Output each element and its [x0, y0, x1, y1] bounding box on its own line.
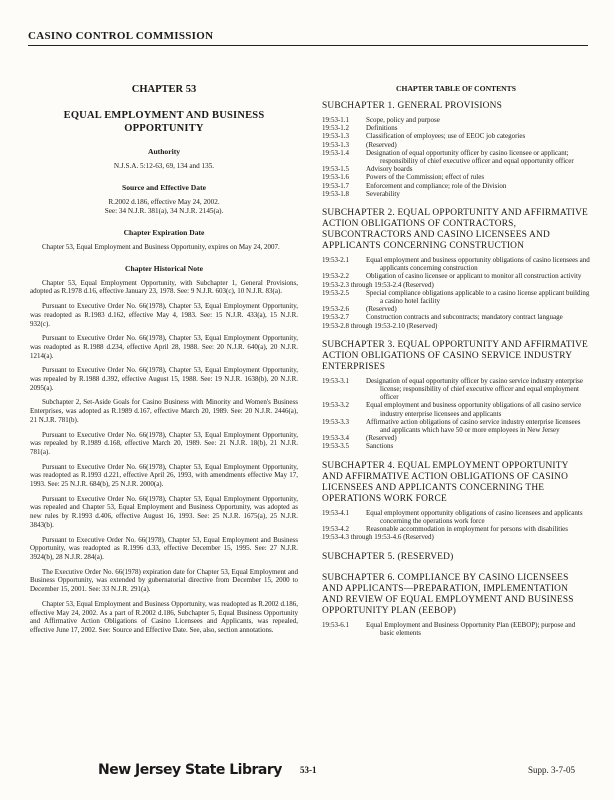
toc-entry — [322, 149, 590, 165]
history-paragraph: Chapter 53, Equal Employment Opportunity, with Subchapter 1, General Provisions, adopted as R.1978 d.16, effective January 23, 1978. See: 9 N.J.R. 603(c), 10 N.J.R. 83(a). — [30, 278, 298, 296]
chapter-title — [30, 109, 298, 135]
section-number: 19:53-1.1 — [322, 116, 350, 124]
section-title: 19:53-2.8 through 19:53-2.10 (Reserved) — [322, 321, 438, 330]
subchapter-entries — [322, 377, 590, 451]
section-title: Sanctions — [366, 442, 394, 451]
section-number: 19:53-4.2 — [322, 525, 350, 534]
section-number: 19:53-3.2 — [322, 401, 350, 410]
subchapter-heading: SUBCHAPTER 1. GENERAL PROVISIONS — [322, 101, 503, 111]
subchapter-heading: SUBCHAPTER 5. (RESERVED) — [322, 551, 454, 562]
toc-entry — [322, 305, 590, 313]
subchapter-heading: SUBCHAPTER 2. EQUAL OPPORTUNITY AND AFFIRMATIVE ACTION OBLIGATIONS OF CONTRACTORS, SUBCONTRACTORS AND CASINO LICENSEES AND APPLICANTS CONCERNING CONSTRUCTION — [322, 208, 588, 252]
subchapter-heading: SUBCHAPTER 6. COMPLIANCE BY CASINO LICENSEES AND APPLICANTS—PREPARATION, IMPLEMENTATION AND REVIEW OF EQUAL EMPLOYMENT AND BUSINESS OPPORTUNITY PLAN (EEBOP) — [322, 572, 574, 616]
section-number: 19:53-1.2 — [322, 124, 350, 133]
section-number: 19:53-3.5 — [322, 442, 350, 451]
section-number: 19:53-1.6 — [322, 173, 350, 182]
section-number: 19:53-2.2 — [322, 272, 350, 281]
section-title: Construction contracts and subcontracts; mandatory contract language — [366, 313, 563, 322]
history-paragraph: The Executive Order No. 66(1978) expiration date for Chapter 53, Equal Employment and Business Opportunity, was extended by gubernatorial directive from December 15, 2000 to December 15, 2001. See: 33 N.J.R. 291(a). — [30, 567, 298, 594]
toc-entry — [322, 313, 590, 321]
toc-entry — [322, 272, 590, 280]
toc-entry — [322, 116, 590, 124]
section-number: 19:53-1.3 — [322, 132, 350, 141]
subchapter-entries — [322, 256, 590, 330]
section-number: 19:53-2.5 — [322, 288, 350, 297]
history-paragraph: Pursuant to Executive Order No. 66(1978), Chapter 53, Equal Employment Opportunity, was readopted as R.1983 d.162, effective May 4, 1983. See: 15 N.J.R. 433(a), 15 N.J.R. 932(c). — [30, 302, 298, 328]
history-paragraph: Chapter 53, Equal Employment and Business Opportunity, was readopted as R.2002 d.186, effective May 24, 2002. As a part of R.2002 d.186, Subchapter 5, Equal Business Opportunity and Affirmative Action Obligations of Casino Licensees and Applicants, was repealed, effective June 17, 2002. See: Source and Effective Date. See, also, section annotations. — [30, 599, 298, 634]
running-header: CASINO CONTROL COMMISSION — [28, 30, 588, 46]
section-number: 19:53-1.4 — [322, 148, 350, 157]
toc-entry — [322, 418, 590, 434]
toc-entry — [322, 525, 590, 533]
toc-entry — [322, 141, 590, 149]
table-of-contents — [322, 101, 590, 637]
section-number: 19:53-1.3 — [322, 140, 350, 149]
authority-text: N.J.S.A. 5:12-63, 69, 134 and 135. — [113, 162, 215, 170]
section-title: Scope, policy and purpose — [366, 116, 440, 124]
toc-entry — [322, 434, 590, 442]
page-number: 53-1 — [300, 765, 317, 775]
chapter-number: CHAPTER 53 — [131, 84, 197, 95]
section-title: Severability — [366, 189, 400, 198]
source-heading: Source and Effective Date — [121, 183, 206, 192]
section-number: 19:53-2.6 — [322, 305, 350, 314]
toc-entry — [322, 173, 590, 181]
history-paragraph: Pursuant to Executive Order No. 66(1978), Chapter 53, Equal Employment Opportunity, was readopted as R.1988 d.234, effective April 28, 1988. See: 20 N.J.R. 640(a), 20 N.J.R. 1214(a). — [30, 334, 298, 360]
section-title: Definitions — [366, 124, 398, 133]
section-number: 19:53-1.8 — [322, 189, 350, 198]
section-title: Advisory boards — [366, 165, 413, 174]
section-number: 19:53-1.5 — [322, 165, 350, 174]
section-title: Powers of the Commission; effect of rules — [366, 173, 485, 182]
source-line: R.2002 d.186, effective May 24, 2002. — [108, 198, 220, 206]
toc-entry — [322, 165, 590, 173]
supplement-date: Supp. 3-7-05 — [528, 765, 575, 775]
chapter-title-line: EQUAL EMPLOYMENT AND BUSINESS — [63, 110, 265, 121]
toc-entry — [322, 182, 590, 190]
section-number: 19:53-3.1 — [322, 376, 350, 385]
subchapter-heading: SUBCHAPTER 3. EQUAL OPPORTUNITY AND AFFIRMATIVE ACTION OBLIGATIONS OF CASINO SERVICE INDUSTRY ENTERPRISES — [322, 339, 588, 372]
history-paragraph: Pursuant to Executive Order No. 66(1978), Chapter 53, Equal Employment Opportunity, was readopted as R.1993 d.221, effective April 26, 1993, with amendments effective May 17, 1993. See: 25 N.J.R. 684(b), 25 N.J.R. 2000(a). — [30, 462, 298, 489]
section-number: 19:53-2.1 — [322, 256, 350, 265]
toc-entry — [322, 401, 590, 417]
section-title: Special compliance obligations applicable to a casino license applicant building a casino hotel facility — [366, 288, 590, 306]
toc-entry — [322, 132, 590, 140]
toc-entry — [322, 509, 590, 525]
section-title: Designation of equal opportunity officer by casino service industry enterprise license; responsibility of chief executive officer and equal employment officer — [366, 376, 584, 402]
history-paragraph: Pursuant to Executive Order No. 66(1978), Chapter 53, Equal Employment Opportunity, was repealed by R.1988 d.392, effective August 15, 1988. See: 19 N.J.R. 1638(b), 20 N.J.R. 2095(a). — [30, 366, 298, 392]
source-line: See: 34 N.J.R. 381(a), 34 N.J.R. 2145(a). — [104, 207, 224, 215]
section-number: 19:53-3.3 — [322, 417, 350, 426]
section-title: Enforcement and compliance; role of the Division — [366, 181, 507, 190]
section-title: 19:53-2.3 through 19:53-2.4 (Reserved) — [322, 280, 434, 289]
section-title: Classification of employees; use of EEOC job categories — [366, 132, 526, 141]
left-column — [30, 82, 298, 641]
history-paragraph: Subchapter 2, Set-Aside Goals for Casino Business with Minority and Women's Business Enterprises, was adopted as R.1989 d.167, effective March 20, 1989. See: 20 N.J.R. 2446(a), 21 N.J.R. 781(b). — [30, 398, 298, 424]
history-paragraph: Pursuant to Executive Order No. 66(1978), Chapter 53, Equal Employment Opportunity, was repealed and Chapter 53, Equal Employment and Business Opportunity, was adopted as new rules by R.1993 d.406, effective August 16, 1993. See: 25 N.J.R. 1675(a), 25 N.J.R. 3843(b). — [30, 494, 298, 529]
section-title: Designation of equal opportunity officer by casino licensee or applicant; responsibility of chief executive officer and equal opportunity officer — [366, 148, 574, 166]
section-title: Equal employment opportunity obligations of casino licensees and applicants concerning the operations work force — [366, 508, 583, 525]
section-title: Equal employment and business opportunity obligations of casino licensees and applicants concerning construction — [366, 256, 590, 273]
toc-entry — [322, 377, 590, 402]
section-number: 19:53-6.1 — [322, 620, 350, 629]
history-paragraph: Pursuant to Executive Order No. 66(1978), Chapter 53, Equal Employment and Business Opportunity, was readopted as R.1996 d.33, effective December 15, 1995. See: 27 N.J.R. 3924(b), 28 N.J.R. 284(a). — [30, 535, 298, 561]
toc-entry — [322, 322, 590, 330]
section-title: Equal Employment and Business Opportunity Plan (EEBOP); purpose and basic elements — [366, 620, 576, 637]
section-title: (Reserved) — [366, 434, 397, 443]
toc-entry — [322, 281, 590, 289]
history-paragraph: Pursuant to Executive Order No. 66(1978), Chapter 53, Equal Employment Opportunity, was repealed by R.1989 d.168, effective March 20, 1989. See: 21 N.J.R. 18(b), 21 N.J.R. 781(a). — [30, 430, 298, 456]
section-title: Reasonable accommodation in employment for persons with disabilities — [366, 525, 568, 534]
subchapter-entries — [322, 621, 590, 637]
expiration-heading: Chapter Expiration Date — [123, 228, 205, 237]
section-title: (Reserved) — [366, 305, 397, 314]
section-number: 19:53-1.7 — [322, 181, 350, 190]
expiration-text: Chapter 53, Equal Employment and Business Opportunity, expires on May 24, 2007. — [42, 243, 280, 251]
section-title: Affirmative action obligations of casino service industry enterprise licensees and applicants which have 50 or more employees in New Jersey — [366, 417, 581, 435]
subchapter-entries — [322, 509, 590, 542]
section-title: (Reserved) — [366, 140, 397, 149]
toc-entry — [322, 124, 590, 132]
toc-entry — [322, 289, 590, 305]
toc-heading: CHAPTER TABLE OF CONTENTS — [396, 84, 516, 93]
subchapter-heading: SUBCHAPTER 4. EQUAL EMPLOYMENT OPPORTUNITY AND AFFIRMATIVE ACTION OBLIGATIONS OF CASINO LICENSEES AND APPLICANTS CONCERNING THE OPERATIONS WORK FORCE — [322, 460, 569, 504]
toc-entry — [322, 442, 590, 450]
section-title: Equal employment and business opportunity obligations of all casino service industry enterprise licensees and applicants — [366, 401, 582, 418]
history-heading: Chapter Historical Note — [125, 263, 203, 273]
right-column — [322, 82, 590, 647]
authority-heading: Authority — [147, 147, 181, 156]
toc-entry — [322, 533, 590, 541]
toc-entry — [322, 621, 590, 637]
toc-entry — [322, 190, 590, 198]
section-title: 19:53-4.3 through 19:53-4.6 (Reserved) — [322, 533, 434, 542]
toc-entry — [322, 256, 590, 272]
chapter-title-line: OPPORTUNITY — [124, 123, 204, 134]
section-number: 19:53-4.1 — [322, 508, 350, 517]
library-watermark: New Jersey State Library — [98, 762, 282, 778]
section-number: 19:53-3.4 — [322, 434, 350, 443]
section-title: Obligation of casino licensee or applicant to monitor all construction activity — [366, 272, 582, 281]
subchapter-entries — [322, 116, 590, 198]
section-number: 19:53-2.7 — [322, 313, 350, 322]
